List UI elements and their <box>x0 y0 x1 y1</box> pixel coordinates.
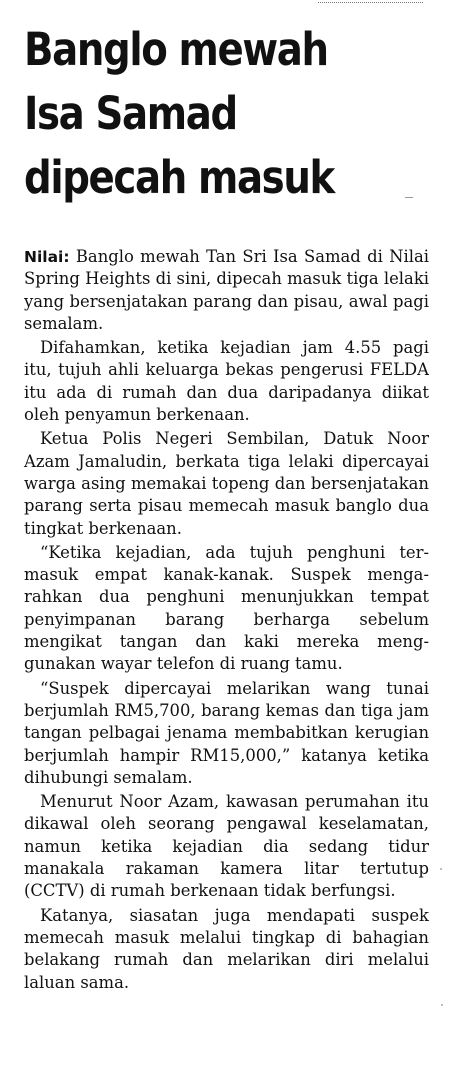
lead-paragraph <box>24 246 429 335</box>
top-divider <box>318 2 423 3</box>
lead-text: Banglo mewah Tan Sri Isa Samad di Nilai Spring Heights di sini, dipecah masuk tiga lelaki yang bersenjatakan parang dan pisau, awal pagi semalam. <box>24 247 429 333</box>
paragraph-2: Ketua Polis Negeri Sembilan, Datuk Noor Azam Jamaludin, berkata tiga lelaki dipercayai warga asing memakai topeng dan bersenjatakan parang serta pisau memecah masuk banglo dua tingkat berkenaan. <box>24 429 429 538</box>
dateline: Nilai: <box>24 248 70 266</box>
stray-mark <box>405 197 413 198</box>
paragraph-5: Menurut Noor Azam, kawasan perumahan itu dikawal oleh seorang pengawal keselamatan, namun ketika kejadian dia sedang tidur manakala rakaman kamera litar tertutup (CCTV) di rumah berkenaan tidak berfungsi. <box>24 792 429 901</box>
paragraph-3: “Ketika kejadian, ada tujuh penghuni termasuk empat kanak-kanak. Suspek mengarahkan dua penghuni menunjukkan tempat penyimpanan barang berharga sebelum mengikat tangan dan kaki mereka menggunakan wayar telefon di ruang tamu. <box>24 542 429 674</box>
print-speck <box>440 868 442 870</box>
paragraph-6: Katanya, siasatan juga mendapati suspek memecah masuk melalui tingkap di bahagian belakang rumah dan melarikan diri melalui laluan sama. <box>24 905 429 992</box>
paragraph-4: “Suspek dipercayai melarikan wang tunai berjumlah RM5,700, barang kemas dan tiga jam tangan pelbagai jenama membabitkan kerugian berjumlah hampir RM15,000,” katanya ketika dihubungi semalam. <box>24 678 429 787</box>
headline-line-2: Isa Samad <box>24 87 237 140</box>
headline <box>24 18 368 210</box>
article-body <box>24 246 429 996</box>
paragraph-1: Difahamkan, ketika kejadian jam 4.55 pagi itu, tujuh ahli keluarga bekas pengerusi FELDA itu ada di rumah dan dua daripadanya diikat oleh penyamun berkenaan. <box>24 338 429 425</box>
headline-line-1: Banglo mewah <box>24 23 328 76</box>
headline-line-3: dipecah masuk <box>24 151 334 204</box>
print-speck <box>441 1004 443 1006</box>
